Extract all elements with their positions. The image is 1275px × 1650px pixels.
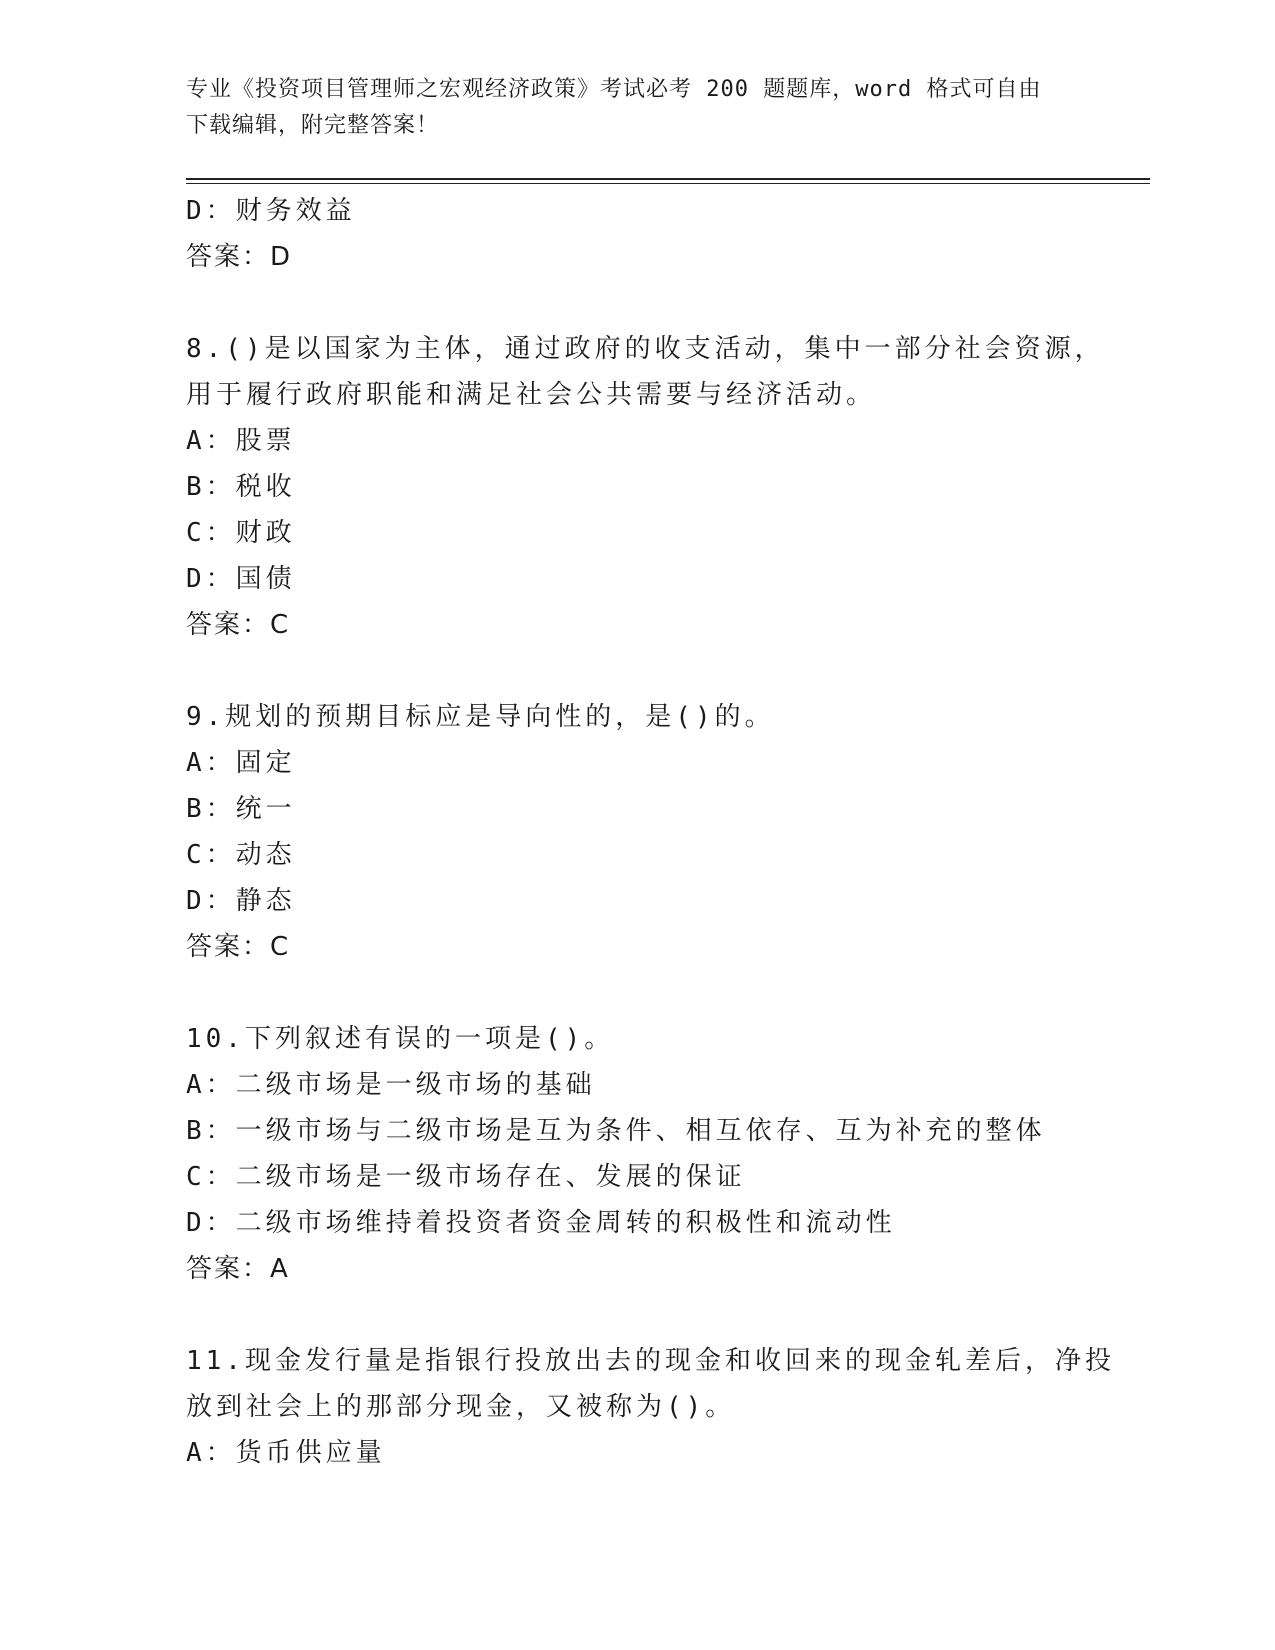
option-c: C：二级市场是一级市场存在、发展的保证 (186, 1162, 746, 1192)
option-a: A：二级市场是一级市场的基础 (186, 1070, 596, 1100)
option-b: B：税收 (186, 472, 296, 502)
option-d: D：国债 (186, 564, 296, 594)
question-11 (186, 1338, 1150, 1476)
header-line-1: 专业《投资项目管理师之宏观经济政策》考试必考 200 题题库，word 格式可自由 (186, 77, 1042, 102)
answer: 答案：D (186, 242, 293, 272)
question-stem: 11.现金发行量是指银行投放出去的现金和收回来的现金轧差后，净投 (186, 1346, 1115, 1376)
answer: 答案：C (186, 610, 291, 640)
option-d: D：财务效益 (186, 196, 356, 226)
answer: 答案：C (186, 932, 291, 962)
option-d: D：静态 (186, 886, 296, 916)
option-a: A：货币供应量 (186, 1438, 386, 1468)
question-stem-continued: 放到社会上的那部分现金，又被称为()。 (186, 1392, 736, 1422)
option-a: A：股票 (186, 426, 296, 456)
header-divider-thick (186, 178, 1150, 180)
question-list (186, 188, 1150, 1476)
question-7-tail (186, 188, 1150, 280)
question-stem: 8.()是以国家为主体，通过政府的收支活动，集中一部分社会资源， (186, 334, 1105, 364)
header-line-2: 下载编辑，附完整答案！ (186, 113, 440, 138)
question-10 (186, 1016, 1150, 1292)
question-stem-continued: 用于履行政府职能和满足社会公共需要与经济活动。 (186, 380, 877, 410)
option-c: C：财政 (186, 518, 296, 548)
document-header (186, 72, 1086, 144)
header-divider-thin (186, 183, 1150, 184)
option-a: A：固定 (186, 748, 296, 778)
question-9 (186, 694, 1150, 970)
option-d: D：二级市场维持着投资者资金周转的积极性和流动性 (186, 1208, 896, 1238)
question-8 (186, 326, 1150, 648)
question-stem: 9.规划的预期目标应是导向性的，是()的。 (186, 702, 775, 732)
answer: 答案：A (186, 1254, 290, 1284)
option-c: C：动态 (186, 840, 296, 870)
question-stem: 10.下列叙述有误的一项是()。 (186, 1024, 615, 1054)
option-b: B：一级市场与二级市场是互为条件、相互依存、互为补充的整体 (186, 1116, 1046, 1146)
option-b: B：统一 (186, 794, 296, 824)
